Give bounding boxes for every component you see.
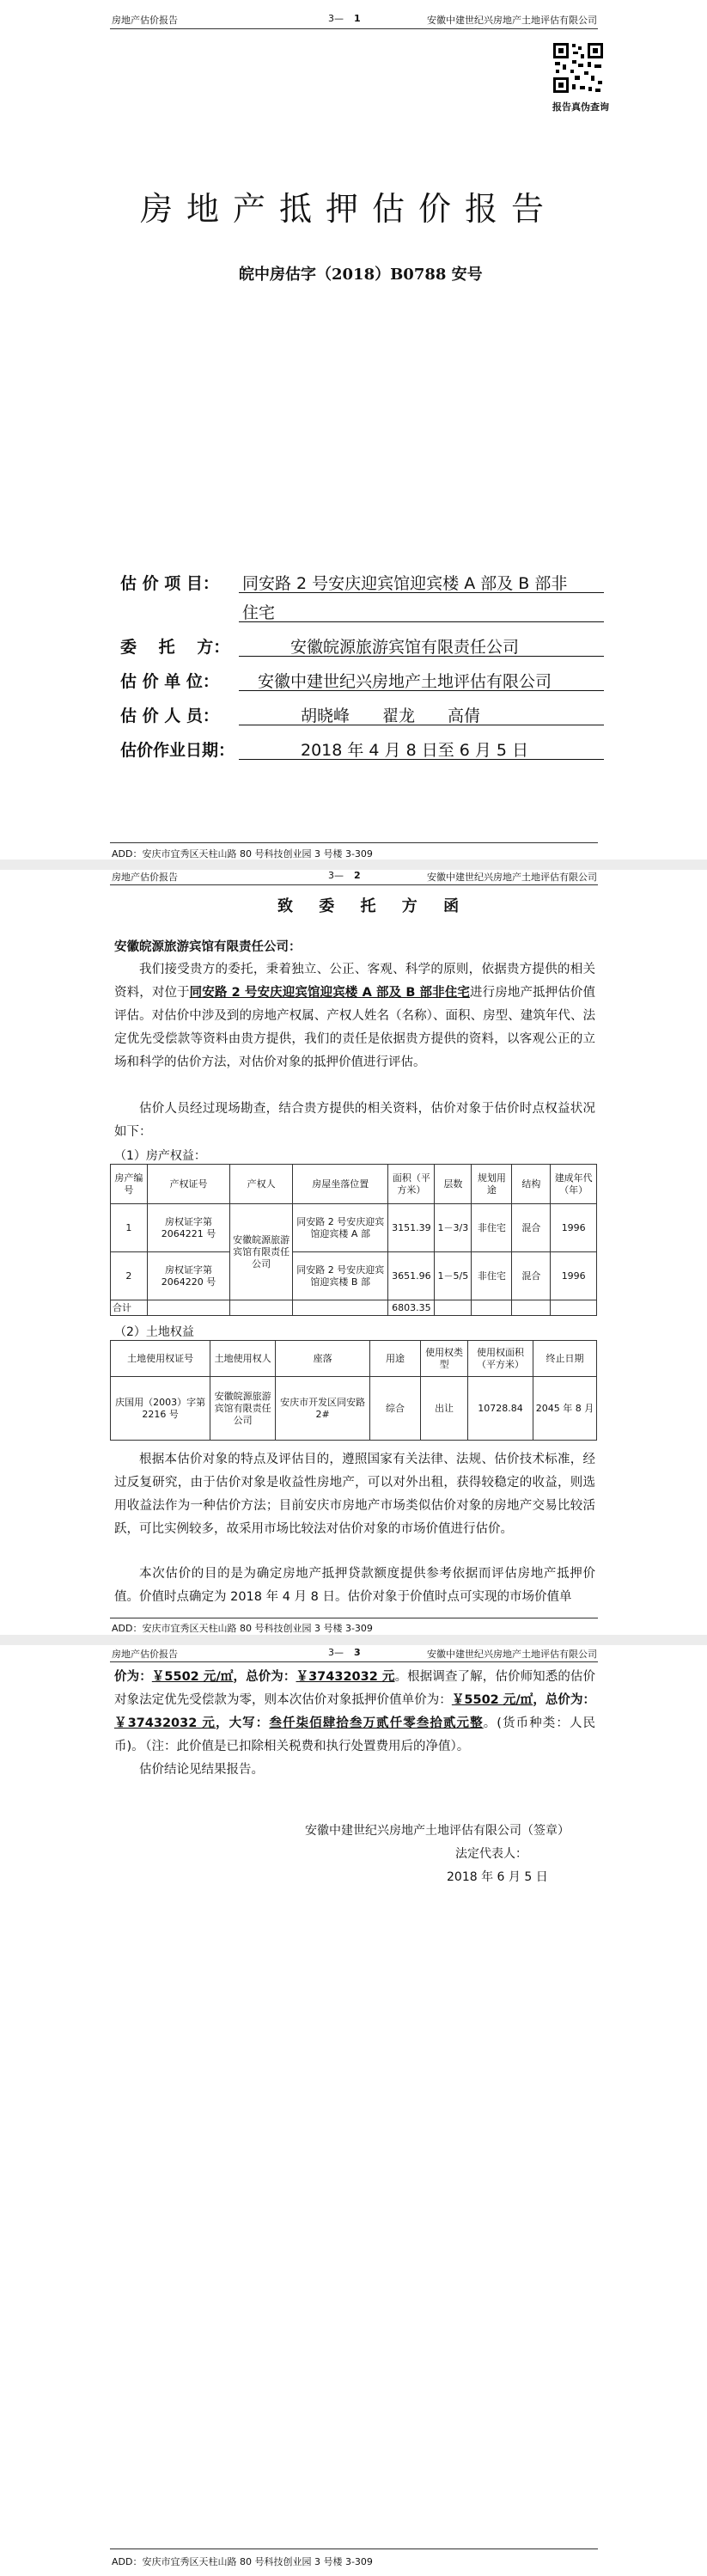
paragraph-1: 我们接受贵方的委托，秉着独立、公正、客观、科学的原则，依据贵方提供的相关资料，对位于同安路 2 号安庆迎宾馆迎宾楼 A 部及 B 部非住宅进行房地产抵押估价值评估。对估价中涉及到的房地产权属、产权人姓名（名称）、面积、房型、建筑年代、法定优先受偿款等资料由贵方提供，我们的责任是依据贵方提供的资料，以客观公正的立场和科学的估价方法，对估价对象的抵押价值进行评估。 — [114, 963, 596, 1069]
label-appraiser-org: 估 价 单 位： — [120, 672, 219, 691]
value-appraisers: 胡晓峰 翟龙 高倩 — [301, 707, 481, 725]
note: （注：此价值是已扣除相关税费和执行处置费用后的净值）。 — [139, 1740, 470, 1753]
header-left: 房地产估价报告 — [112, 15, 178, 26]
table-header-row: 土地使用权证号 土地使用权人 座落 用途 使用权类型 使用权面积（平方米） 终止日期 — [111, 1341, 597, 1377]
header-rule — [110, 1661, 598, 1662]
page-number: 2 — [354, 870, 361, 881]
paragraph-2: 估价人员经过现场勘查，结合贵方提供的相关资料，估价对象于估价时点权益状况如下： — [114, 1102, 595, 1139]
header-left: 房地产估价报告 — [112, 872, 178, 883]
doc-number: 皖中房估字（2018）B0788 安号 — [239, 266, 483, 284]
footer-rule — [110, 2548, 598, 2549]
paragraph-3: 根据本估价对象的特点及评估目的，遵照国家有关法律、法规、估价技术标准，经过反复研究，由于估价对象是收益性房地产，可以对外出租，获得较稳定的收益，则选用收益法作为一种估价方法；目前安庆市房地产市场类似估价对象的房地产交易比较活跃，可比实例较多，故采用市场比较法对估价对象的市场价值进行估价。 — [114, 1453, 595, 1536]
header-right: 安徽中建世纪兴房地产土地评估有限公司 — [427, 1649, 597, 1660]
paragraph-4: 本次估价的目的是为确定房地产抵押贷款额度提供参考依据而评估房地产抵押价值。价值时点确定为 2018 年 4 月 8 日。估价对象于价值时点可实现的市场价值单 — [114, 1567, 595, 1604]
table-total-row: 合计 6803.35 — [111, 1300, 597, 1316]
header-left: 房地产估价报告 — [112, 1649, 178, 1660]
land-table — [110, 1340, 597, 1441]
qr-code-icon — [552, 41, 605, 95]
footer-rule — [110, 842, 598, 843]
header-rule — [110, 28, 598, 29]
land-heading: （2）土地权益 — [114, 1325, 194, 1339]
legal-representative: 法定代表人： — [455, 1847, 527, 1861]
report-title: 房地产抵押估价报告 — [140, 190, 558, 228]
footer-address: ADD：安庆市宜秀区天柱山路 80 号科技创业园 3 号楼 3-309 — [112, 1623, 373, 1634]
page-marker: 3— — [328, 1647, 344, 1658]
page-marker: 3— — [328, 870, 344, 881]
qr-caption: 报告真伪查询 — [552, 101, 609, 113]
page-marker: 3— — [328, 13, 344, 24]
paragraph-continued: 价为：￥5502 元/㎡，总价为：￥37432032 元。根据调查了解，估价师知悉的估价对象法定优先受偿款为零，则本次估价对象抵押价值单价为：￥5502 元/㎡，总价为：￥37432032 元，大写：叁仟柒佰肆拾叁万贰仟零叁拾贰元整。(货币种类：人民币)。 — [114, 1670, 596, 1753]
value-work-date: 2018 年 4 月 8 日至 6 月 5 日 — [301, 741, 529, 760]
label-client: 委 托 方： — [120, 638, 230, 657]
header-right: 安徽中建世纪兴房地产土地评估有限公司 — [427, 872, 597, 883]
detail-ref: 估价结论见结果报告。 — [139, 1763, 264, 1777]
value-project: 同安路 2 号安庆迎宾馆迎宾楼 A 部及 B 部非 — [242, 574, 568, 593]
label-work-date: 估价作业日期： — [120, 741, 235, 760]
label-appraisers: 估 价 人 员： — [120, 707, 219, 725]
table-row: 1 房权证字第 2064221 号 安徽皖源旅游宾馆有限责任公司 同安路 2 号安庆迎宾馆迎宾楼 A 部 3151.39 1－3/3 非住宅 混合 1996 — [111, 1204, 597, 1252]
property-table — [110, 1164, 597, 1316]
label-project: 估 价 项 目： — [120, 574, 219, 593]
header-rule — [110, 884, 598, 885]
sign-date: 2018 年 6 月 5 日 — [447, 1870, 548, 1884]
footer-address: ADD：安庆市宜秀区天柱山路 80 号科技创业园 3 号楼 3-309 — [112, 848, 373, 860]
page-gap — [0, 1635, 707, 1645]
page-number: 1 — [354, 13, 361, 24]
footer-address: ADD：安庆市宜秀区天柱山路 80 号科技创业园 3 号楼 3-309 — [112, 2556, 373, 2567]
value-project-cont: 住宅 — [242, 603, 276, 622]
value-client: 安徽皖源旅游宾馆有限责任公司 — [290, 638, 520, 657]
property-heading: （1）房产权益： — [114, 1149, 206, 1163]
signer: 安徽中建世纪兴房地产土地评估有限公司（签章） — [305, 1824, 570, 1838]
addressee: 安徽皖源旅游宾馆有限责任公司： — [114, 940, 302, 954]
page-number: 3 — [354, 1647, 361, 1658]
table-row: 庆国用（2003）字第 2216 号 安徽皖源旅游宾馆有限责任公司 安庆市开发区同安路 2# 综合 出让 10728.84 2045 年 8 月 — [111, 1377, 597, 1441]
table-header-row: 房产编号 产权证号 产权人 房屋坐落位置 面积（平方米） 层数 规划用途 结构 建成年代（年） — [111, 1165, 597, 1204]
header-right: 安徽中建世纪兴房地产土地评估有限公司 — [427, 15, 597, 26]
value-appraiser-org: 安徽中建世纪兴房地产土地评估有限公司 — [258, 672, 552, 691]
letter-title: 致 委 托 方 函 — [277, 897, 470, 915]
page-gap — [0, 860, 707, 870]
table-row: 2 房权证字第 2064220 号 同安路 2 号安庆迎宾馆迎宾楼 B 部 3651.96 1－5/5 非住宅 混合 1996 — [111, 1252, 597, 1300]
